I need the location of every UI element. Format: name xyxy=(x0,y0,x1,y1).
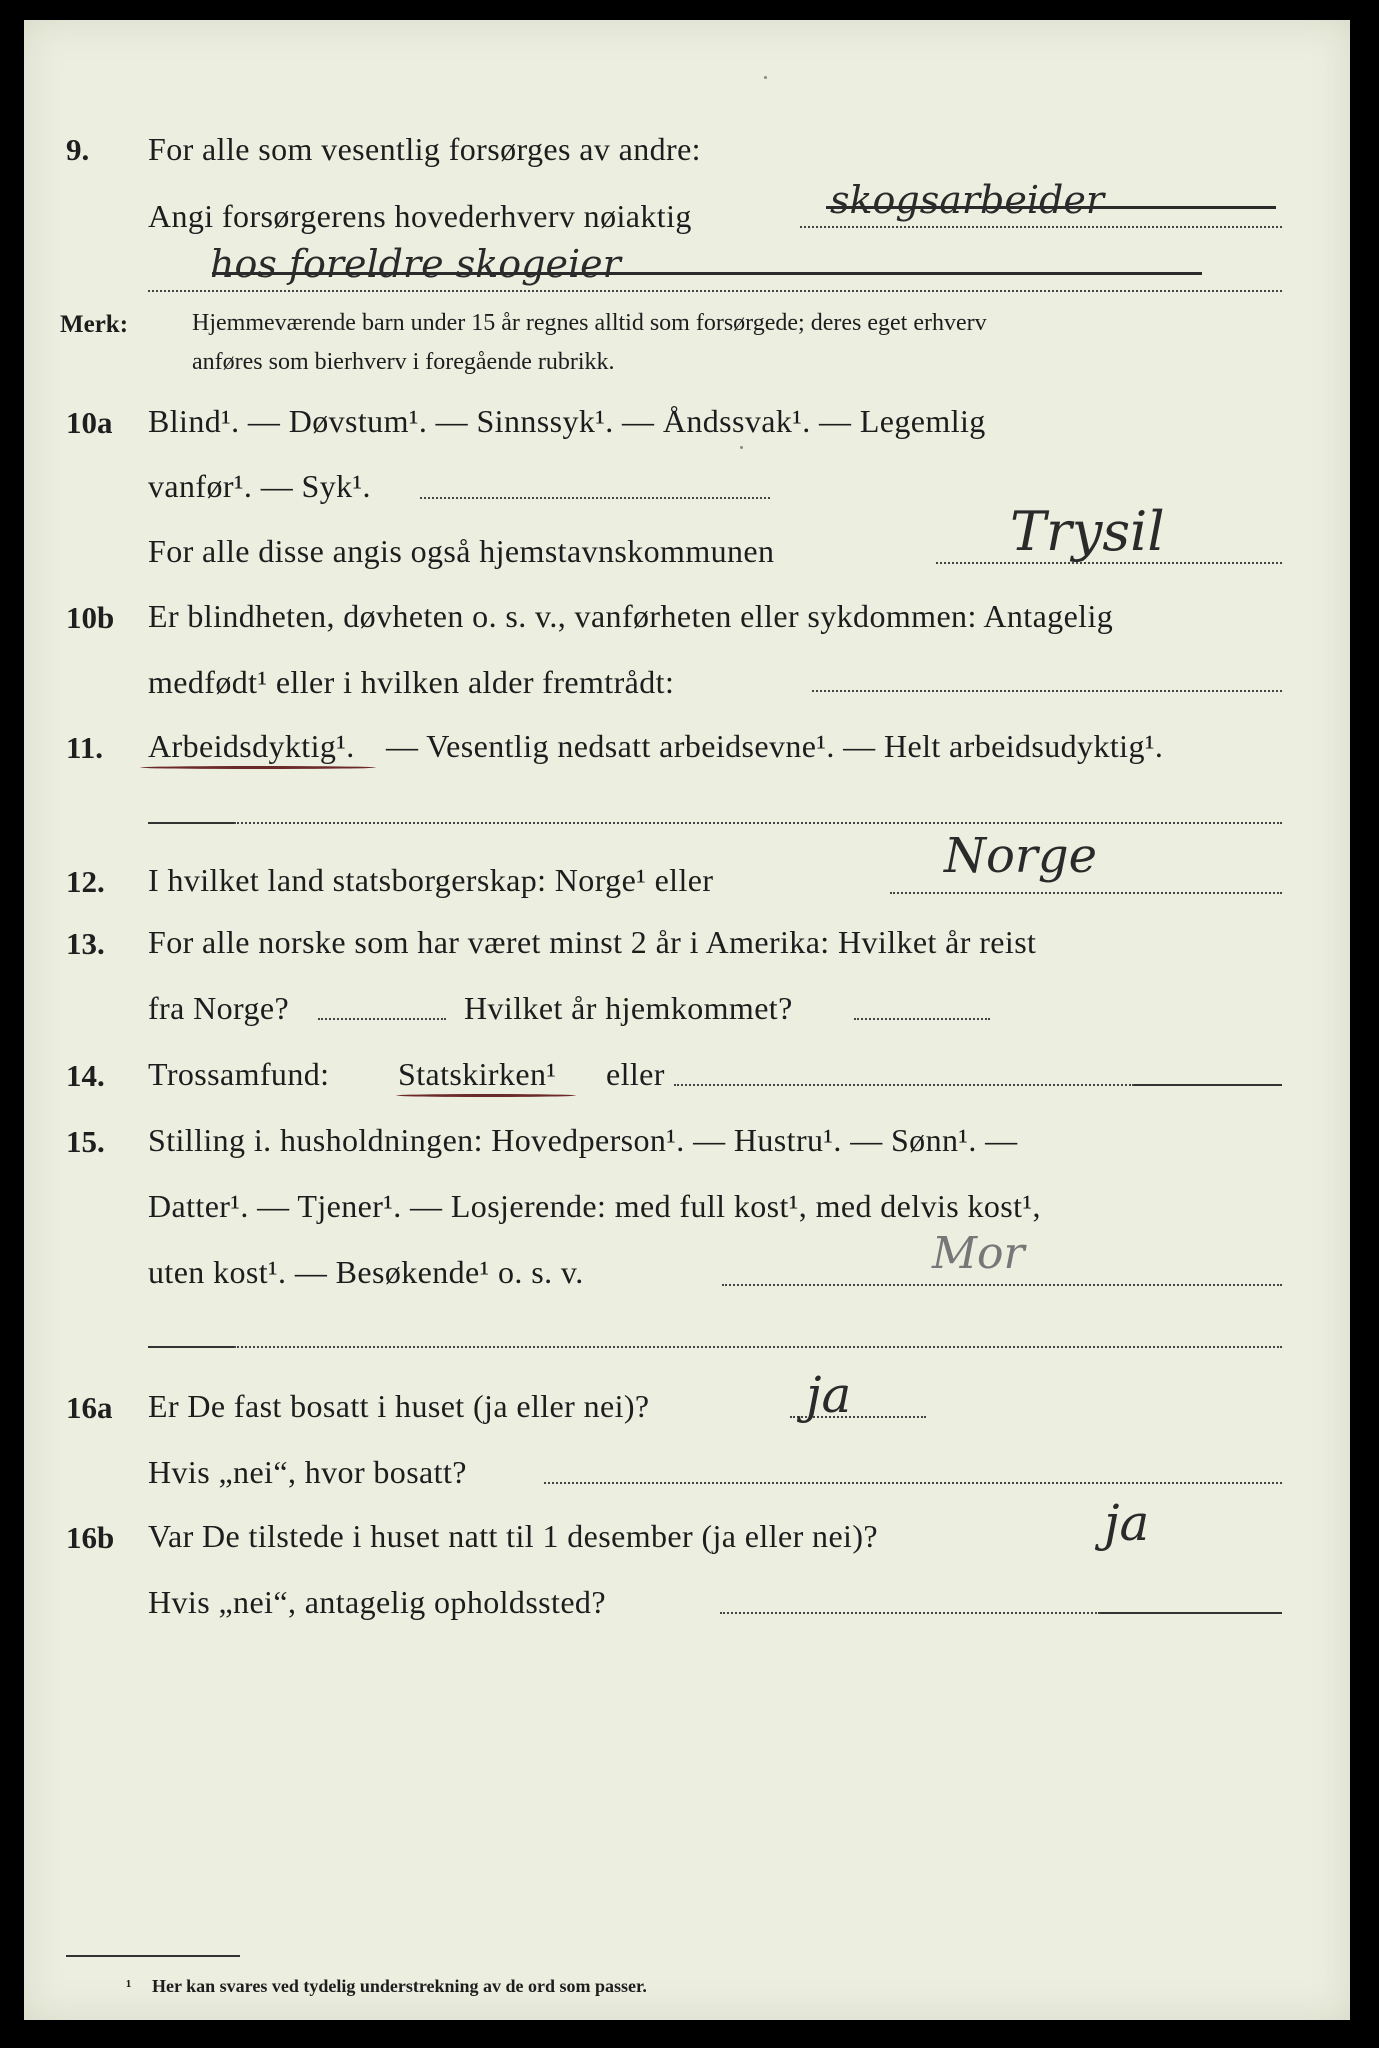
question-number: 10b xyxy=(66,600,115,635)
question-text: Trossamfund: xyxy=(148,1056,330,1092)
question-number: 10a xyxy=(66,405,113,440)
answer-line xyxy=(234,822,1282,824)
question-text: fra Norge? xyxy=(148,990,290,1026)
footnote-marker: ¹ xyxy=(126,1976,132,1996)
answer-underline xyxy=(396,1094,576,1097)
question-text: Angi forsørgerens hovederhverv nøiaktig xyxy=(148,198,692,234)
question-number: 16b xyxy=(66,1520,115,1555)
question-text: Datter¹. — Tjener¹. — Losjerende: med full kost¹, med delvis kost¹, xyxy=(148,1188,1041,1224)
question-number: 13. xyxy=(66,926,105,961)
answer-line xyxy=(722,1284,1282,1286)
note-label: Merk: xyxy=(60,311,129,338)
question-number: 9. xyxy=(66,132,90,167)
question-text: Stilling i. husholdningen: Hovedperson¹. — Hustru¹. — Sønn¹. — xyxy=(148,1122,1018,1158)
strikethrough xyxy=(826,206,1276,209)
strikethrough xyxy=(212,272,1202,275)
answer-line xyxy=(854,1018,990,1020)
answer-line xyxy=(800,226,1282,228)
answer-underline xyxy=(140,766,376,769)
answer-line xyxy=(544,1482,1282,1484)
answer-line xyxy=(420,497,770,499)
answer-line xyxy=(1134,1084,1282,1086)
answer-line xyxy=(148,290,1282,292)
handwritten-answer: ja xyxy=(1104,1494,1150,1552)
question-text: Statskirken¹ xyxy=(398,1056,557,1092)
question-text: For alle disse angis også hjemstavnskommunen xyxy=(148,533,775,569)
question-text: Blind¹. — Døvstum¹. — Sinnssyk¹. — Åndssvak¹. — Legemlig xyxy=(148,403,986,439)
answer-line xyxy=(1100,1612,1282,1614)
question-text: vanfør¹. — Syk¹. xyxy=(148,468,371,504)
question-number: 14. xyxy=(66,1058,105,1093)
answer-line xyxy=(318,1018,446,1020)
question-text: Er blindheten, døvheten o. s. v., vanførheten eller sykdommen: Antagelig xyxy=(148,598,1114,634)
paper-speck xyxy=(740,446,743,449)
answer-line xyxy=(674,1084,1134,1086)
separator-line xyxy=(148,822,234,824)
footnote-rule xyxy=(66,1955,240,1957)
question-text: I hvilket land statsborgerskap: Norge¹ eller xyxy=(148,862,714,898)
footnote-text: Her kan svares ved tydelig understrekning av de ord som passer. xyxy=(152,1976,647,1996)
question-text: Hvis „nei“, hvor bosatt? xyxy=(148,1454,467,1490)
question-text: Var De tilstede i huset natt til 1 desember (ja eller nei)? xyxy=(148,1518,879,1554)
question-text: For alle som vesentlig forsørges av andre: xyxy=(148,131,701,167)
handwritten-answer: hos foreldre skogeier xyxy=(210,242,621,286)
question-text: medfødt¹ eller i hvilken alder fremtrådt: xyxy=(148,664,675,700)
question-text: Hvis „nei“, antagelig opholdssted? xyxy=(148,1584,606,1620)
paper-speck xyxy=(764,76,767,79)
note-text: anføres som bierhverv i foregående rubrikk. xyxy=(192,349,615,375)
note-text: Hjemmeværende barn under 15 år regnes alltid som forsørgede; deres eget erhverv xyxy=(192,310,987,336)
handwritten-answer: Norge xyxy=(944,828,1097,884)
question-text: Hvilket år hjemkommet? xyxy=(464,990,793,1026)
question-text: — Vesentlig nedsatt arbeidsevne¹. — Helt arbeidsudyktig¹. xyxy=(386,728,1164,764)
question-text: Arbeidsdyktig¹. xyxy=(148,728,355,764)
handwritten-answer: Mor xyxy=(932,1228,1025,1279)
question-text: Er De fast bosatt i huset (ja eller nei)? xyxy=(148,1388,650,1424)
question-number: 16a xyxy=(66,1390,113,1425)
question-text: eller xyxy=(606,1056,665,1092)
answer-line xyxy=(812,690,1282,692)
question-number: 15. xyxy=(66,1124,105,1159)
handwritten-answer: skogsarbeider xyxy=(830,178,1104,222)
question-text: uten kost¹. — Besøkende¹ o. s. v. xyxy=(148,1254,584,1290)
separator-line xyxy=(148,1346,234,1348)
handwritten-answer: Trysil xyxy=(1010,500,1165,563)
question-text: For alle norske som har været minst 2 år i Amerika: Hvilket år reist xyxy=(148,924,1037,960)
question-number: 11. xyxy=(66,730,104,765)
answer-line xyxy=(234,1346,1282,1348)
question-number: 12. xyxy=(66,864,105,899)
handwritten-answer: ja xyxy=(806,1366,852,1424)
answer-line xyxy=(720,1612,1100,1614)
answer-line xyxy=(890,892,1282,894)
